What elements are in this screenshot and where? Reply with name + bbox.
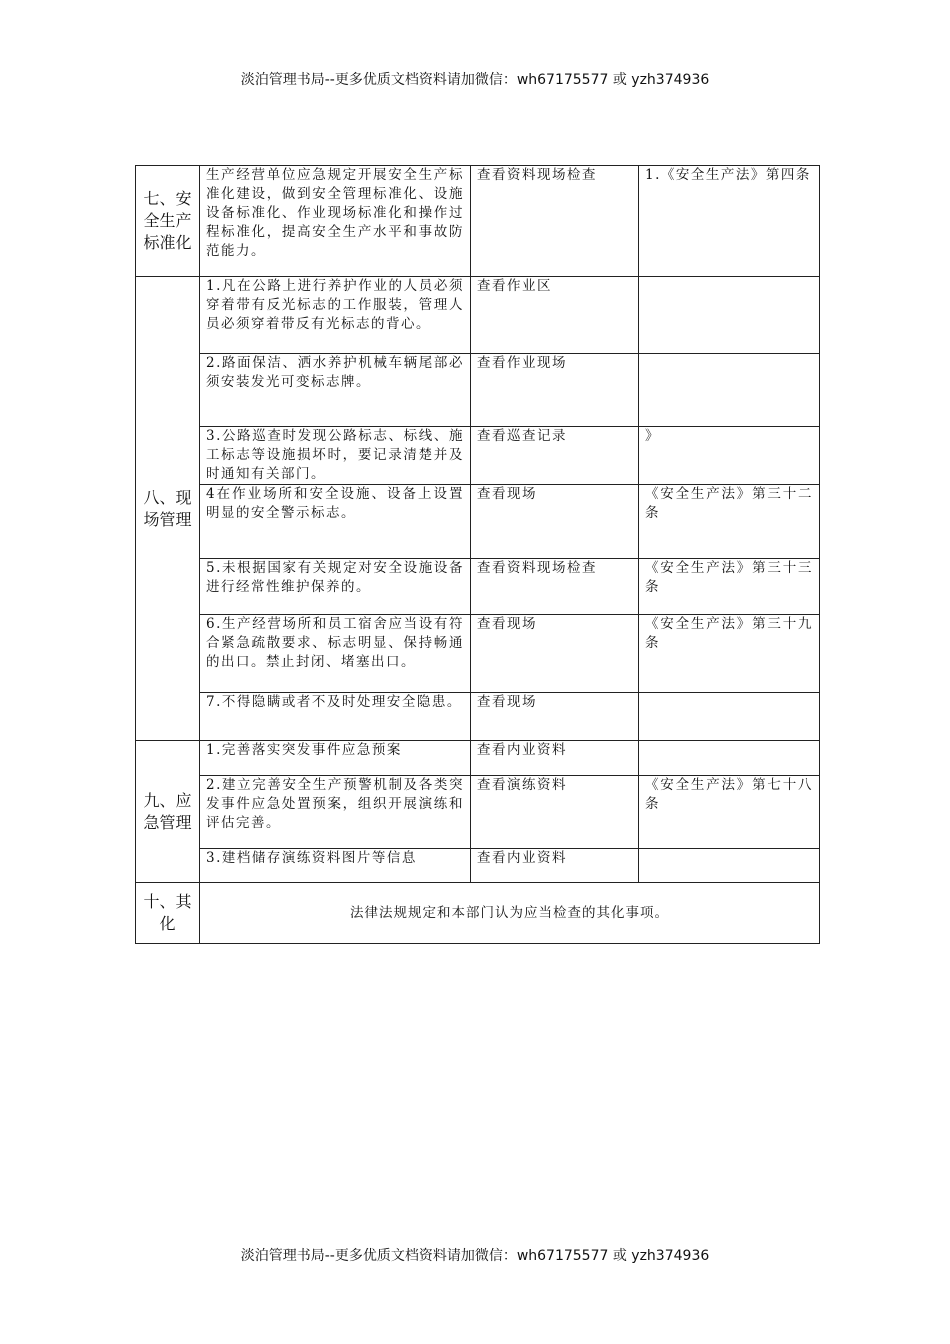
check-item: 3.建档储存演练资料图片等信息: [200, 849, 471, 883]
check-item: 2.建立完善安全生产预警机制及各类突发事件应急处置预案，组织开展演练和评估完善。: [200, 776, 471, 849]
legal-basis: [639, 354, 820, 427]
check-method: 查看巡查记录: [471, 427, 639, 485]
table-row: [136, 485, 820, 559]
table-row: [136, 354, 820, 427]
legal-basis: [639, 277, 820, 354]
legal-basis: 》: [639, 427, 820, 485]
check-method: 查看现场: [471, 615, 639, 693]
check-item: 3.公路巡查时发现公路标志、标线、施工标志等设施损坏时，要记录清楚并及时通知有关部门。: [200, 427, 471, 485]
section-title-10: 十、其化: [136, 883, 200, 944]
check-method: 查看作业区: [471, 277, 639, 354]
section-title-9: 九、应急管理: [136, 741, 200, 883]
check-item: 4在作业场所和安全设施、设备上设置明显的安全警示标志。: [200, 485, 471, 559]
table-row: [136, 166, 820, 277]
legal-basis: 1.《安全生产法》第四条: [639, 166, 820, 277]
legal-basis: 《安全生产法》第七十八条: [639, 776, 820, 849]
legal-basis: 《安全生产法》第三十三条: [639, 559, 820, 615]
table-row: [136, 277, 820, 354]
inspection-table: [135, 165, 820, 944]
other-matters-text: 法律法规规定和本部门认为应当检查的其化事项。: [200, 883, 820, 944]
legal-basis: [639, 693, 820, 741]
page-footer: 淡泊管理书局--更多优质文档资料请加微信：wh67175577 或 yzh374936: [240, 1248, 710, 1264]
table-row: [136, 615, 820, 693]
check-method: 查看现场: [471, 693, 639, 741]
table-row: [136, 693, 820, 741]
legal-basis: 《安全生产法》第三十二条: [639, 485, 820, 559]
table-row: [136, 741, 820, 776]
check-method: 查看资料现场检查: [471, 559, 639, 615]
check-item: 1.凡在公路上进行养护作业的人员必须穿着带有反光标志的工作服装，管理人员必须穿着带反有光标志的背心。: [200, 277, 471, 354]
check-item: 7.不得隐瞒或者不及时处理安全隐患。: [200, 693, 471, 741]
check-method: 查看资料现场检查: [471, 166, 639, 277]
check-item: 1.完善落实突发事件应急预案: [200, 741, 471, 776]
check-item: 生产经营单位应急规定开展安全生产标准化建设，做到安全管理标准化、设施设备标准化、作业现场标准化和操作过程标准化，提高安全生产水平和事故防范能力。: [200, 166, 471, 277]
page-header: 淡泊管理书局--更多优质文档资料请加微信：wh67175577 或 yzh374936: [240, 72, 710, 88]
check-method: 查看现场: [471, 485, 639, 559]
legal-basis: 《安全生产法》第三十九条: [639, 615, 820, 693]
table-row: [136, 427, 820, 485]
legal-basis: [639, 849, 820, 883]
check-method: 查看作业现场: [471, 354, 639, 427]
table-row: [136, 883, 820, 944]
check-method: 查看内业资料: [471, 741, 639, 776]
check-method: 查看演练资料: [471, 776, 639, 849]
section-title-8: 八、现场管理: [136, 277, 200, 741]
table-row: [136, 559, 820, 615]
check-item: 5.未根据国家有关规定对安全设施设备进行经常性维护保养的。: [200, 559, 471, 615]
check-method: 查看内业资料: [471, 849, 639, 883]
legal-basis: [639, 741, 820, 776]
table-row: [136, 776, 820, 849]
check-item: 6.生产经营场所和员工宿舍应当设有符合紧急疏散要求、标志明显、保持畅通的出口。禁止封闭、堵塞出口。: [200, 615, 471, 693]
check-item: 2.路面保洁、洒水养护机械车辆尾部必须安装发光可变标志牌。: [200, 354, 471, 427]
section-title-7: 七、安全生产标准化: [136, 166, 200, 277]
table-row: [136, 849, 820, 883]
